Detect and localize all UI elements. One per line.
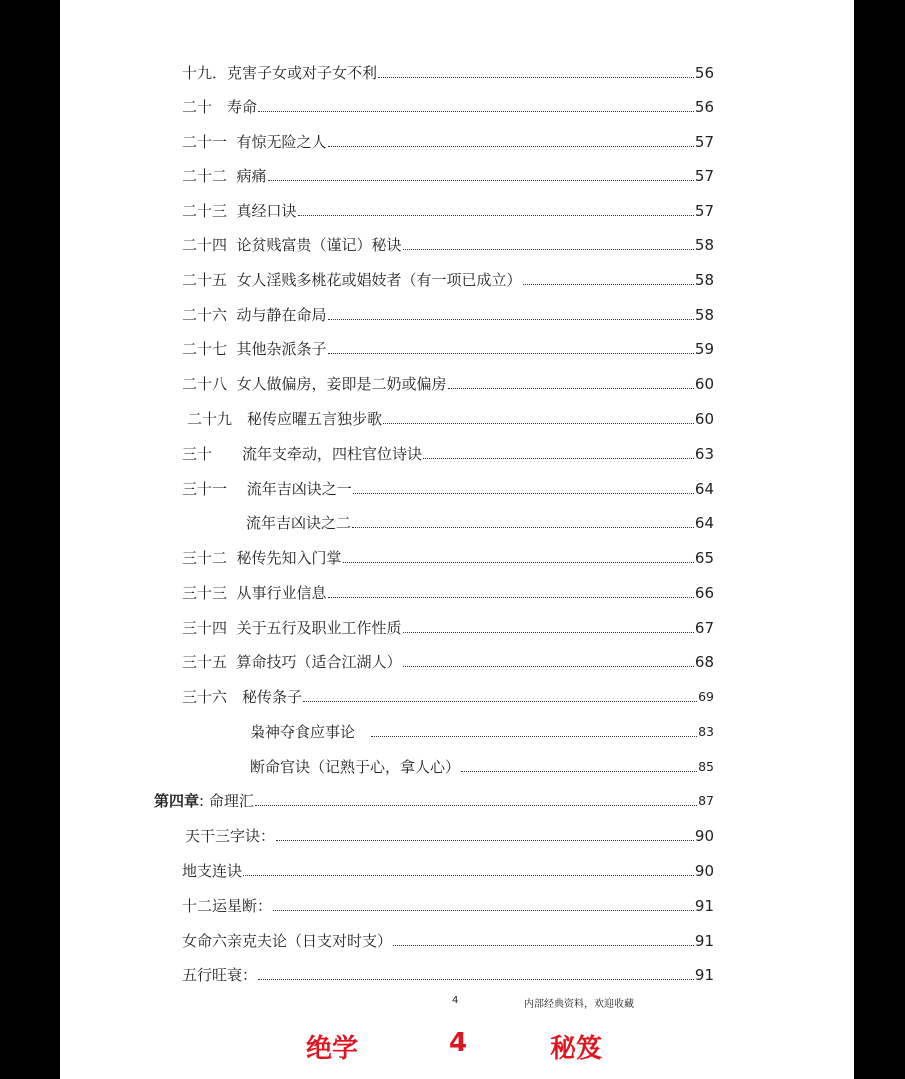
toc-entry — [187, 405, 714, 429]
toc-page-number: 69 — [698, 689, 714, 704]
dot-leader — [328, 319, 694, 320]
banner-left-text: 绝学 — [306, 1034, 359, 1064]
toc-page-number: 60 — [694, 410, 714, 428]
toc-page-number: 56 — [694, 98, 714, 116]
toc-page-number: 57 — [694, 202, 714, 220]
toc-entry — [185, 822, 714, 846]
toc-entry — [182, 335, 714, 359]
toc-entry — [182, 59, 714, 83]
dot-leader — [448, 388, 694, 389]
toc-entry — [182, 475, 714, 499]
toc-entry — [182, 857, 714, 881]
toc-entry-title: 十二运星断： — [182, 897, 273, 915]
dot-leader — [378, 77, 694, 78]
toc-entry-title: 二十七 其他杂派条子 — [182, 340, 327, 358]
dot-leader — [523, 284, 694, 285]
toc-entry — [182, 961, 714, 985]
toc-page-number: 58 — [694, 236, 714, 254]
toc-entry — [182, 162, 714, 186]
toc-page-number: 90 — [694, 827, 714, 845]
toc-entry-title: 二十三 真经口诀 — [182, 202, 297, 220]
dot-leader — [303, 701, 697, 702]
footer-note: 内部经典资料，欢迎收藏 — [524, 999, 634, 1010]
toc-page-number: 91 — [694, 932, 714, 950]
toc-page-number: 63 — [694, 445, 714, 463]
dot-leader — [328, 353, 694, 354]
toc-entry-title: 三十四 关于五行及职业工作性质 — [182, 619, 402, 637]
dot-leader — [461, 771, 697, 772]
dot-leader — [352, 527, 694, 528]
toc-entry — [182, 648, 714, 672]
toc-page-number: 91 — [694, 897, 714, 915]
toc-entry — [246, 509, 714, 533]
toc-entry-title: 二十一 有惊无险之人 — [182, 133, 327, 151]
banner-right-text: 秘笈 — [550, 1034, 603, 1064]
toc-entry — [182, 614, 714, 638]
dot-leader — [243, 875, 694, 876]
toc-entry — [182, 544, 714, 568]
toc-page-number: 65 — [694, 549, 714, 567]
toc-page-number: 58 — [694, 271, 714, 289]
toc-page-number: 85 — [698, 759, 714, 774]
chapter-label: 第四章 — [154, 792, 200, 810]
dot-leader — [403, 249, 694, 250]
toc-page-number: 57 — [694, 133, 714, 151]
toc-entry-title: 二十六 动与静在命局 — [182, 306, 327, 324]
toc-page-number: 57 — [694, 167, 714, 185]
toc-entry — [182, 927, 714, 951]
dot-leader — [423, 458, 694, 459]
toc-entry — [182, 231, 714, 255]
toc-page-number: 60 — [694, 375, 714, 393]
toc-entry — [182, 579, 714, 603]
toc-entry-title: 三十三 从事行业信息 — [182, 584, 327, 602]
toc-entry-title: 二十五 女人淫贱多桃花或娼妓者（有一项已成立） — [182, 271, 522, 289]
toc-page-number: 66 — [694, 584, 714, 602]
toc-entry — [182, 370, 714, 394]
toc-page-number: 67 — [694, 619, 714, 637]
toc-entry-title: 十九．克害子女或对子女不利 — [182, 64, 378, 82]
toc-entry — [182, 440, 714, 464]
footer-page-number: 4 — [452, 995, 459, 1006]
dot-leader — [403, 632, 694, 633]
toc-entry-title: 女命六亲克夫论（日支对时支） — [182, 932, 393, 950]
toc-chapter-entry — [154, 787, 714, 811]
dot-leader — [268, 180, 694, 181]
toc-page-number: 64 — [694, 514, 714, 532]
toc-page-number: 83 — [698, 724, 714, 739]
toc-entry-title: 三十 流年支牵动，四柱官位诗诀 — [182, 445, 423, 463]
toc-entry-title: 流年吉凶诀之二 — [246, 514, 352, 532]
toc-entry-title: 三十一 流年吉凶诀之一 — [182, 480, 352, 498]
toc-entry — [182, 683, 714, 707]
toc-entry-title: 二十四 论贫贱富贵（谨记）秘诀 — [182, 236, 402, 254]
toc-entry-title: : 命理汇 — [199, 792, 254, 810]
toc-page-number: 90 — [694, 862, 714, 880]
dot-leader — [371, 736, 697, 737]
toc-page-number: 56 — [694, 64, 714, 82]
dot-leader — [328, 597, 694, 598]
toc-entry — [182, 892, 714, 916]
toc-entry — [182, 301, 714, 325]
dot-leader — [328, 146, 694, 147]
toc-page-number: 91 — [694, 966, 714, 984]
dot-leader — [343, 562, 694, 563]
toc-entry-title: 二十 寿命 — [182, 98, 258, 116]
toc-entry — [182, 128, 714, 152]
toc-page-number: 64 — [694, 480, 714, 498]
dot-leader — [393, 945, 694, 946]
toc-entry-title: 枭神夺食应事论 — [250, 723, 371, 741]
toc-entry-title: 三十五 算命技巧（适合江湖人） — [182, 653, 402, 671]
toc-entry-title: 三十二 秘传先知入门掌 — [182, 549, 342, 567]
toc-entry-title: 天干三字诀： — [185, 827, 276, 845]
dot-leader — [255, 805, 697, 806]
toc-entry — [182, 266, 714, 290]
dot-leader — [273, 910, 694, 911]
dot-leader — [403, 666, 694, 667]
toc-entry-title: 地支连诀 — [182, 862, 243, 880]
toc-page-number: 59 — [694, 340, 714, 358]
dot-leader — [298, 215, 694, 216]
dot-leader — [276, 840, 694, 841]
banner-number: 4 — [449, 1028, 468, 1058]
toc-page-number: 87 — [698, 793, 714, 808]
toc-entry-title: 二十八 女人做偏房，妾即是二奶或偏房 — [182, 375, 447, 393]
dot-leader — [353, 493, 694, 494]
toc-page-number: 58 — [694, 306, 714, 324]
toc-entry-title: 三十六 秘传条子 — [182, 688, 303, 706]
dot-leader — [258, 111, 694, 112]
toc-entry — [250, 753, 714, 777]
toc-entry-title: 五行旺衰： — [182, 966, 258, 984]
toc-entry-title: 二十九 秘传应曜五言独步歌 — [187, 410, 383, 428]
toc-page-number: 68 — [694, 653, 714, 671]
toc-entry — [182, 197, 714, 221]
document-page — [60, 0, 854, 1079]
toc-entry — [250, 718, 714, 742]
dot-leader — [383, 423, 694, 424]
dot-leader — [258, 979, 694, 980]
toc-entry-title: 二十二 病痛 — [182, 167, 267, 185]
toc-entry — [182, 93, 714, 117]
toc-entry-title: 断命官诀（记熟于心，拿人心） — [250, 758, 461, 776]
